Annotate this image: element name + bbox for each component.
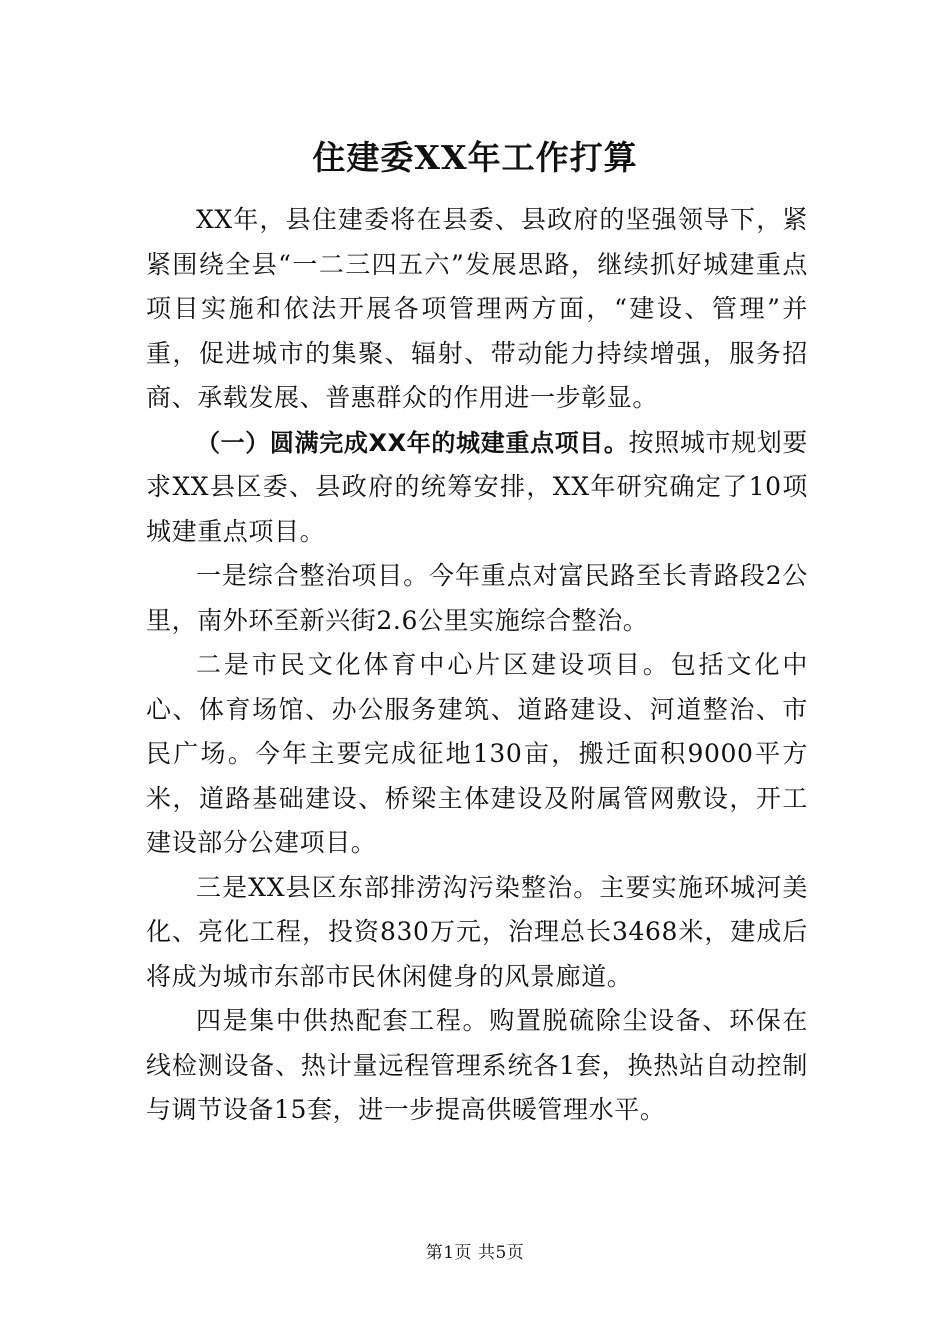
document-title: 住建委XX年工作打算 [312,138,638,177]
paragraph-intro [146,198,808,421]
paragraph-item-3 [146,866,808,1000]
paragraph-text: 二是市民文化体育中心片区建设项目。包括文化中心、体育场馆、办公服务建筑、道路建设、河道整治、市民广场。今年主要完成征地130亩，搬迁面积9000平方米，道路基础建设、桥梁主体建设及附属管网敷设，开工建设部分公建项目。 [146,650,808,857]
paragraph-text: 四是集中供热配套工程。购置脱硫除尘设备、环保在线检测设备、热计量远程管理系统各1套，换热站自动控制与调节设备15套，进一步提高供暖管理水平。 [146,1006,808,1124]
paragraph-section-1 [146,421,808,555]
document-body [146,198,808,1133]
paragraph-item-4 [146,999,808,1133]
paragraph-text: 三是XX县区东部排涝沟污染整治。主要实施环城河美化、亮化工程，投资830万元，治理总长3468米，建成后将成为城市东部市民休闲健身的风景廊道。 [146,872,808,991]
section-heading: （一）圆满完成XX年的城建重点项目。 [196,428,629,457]
page-number-footer: 第1页 共5页 [425,1243,525,1263]
paragraph-item-2 [146,643,808,866]
paragraph-text: XX年，县住建委将在县委、县政府的坚强领导下，紧紧围绕全县“一二三四五六”发展思路，继续抓好城建重点项目实施和依法开展各项管理两方面，“建设、管理”并重，促进城市的集聚、辐射、带动能力持续增强，服务招商、承载发展、普惠群众的作用进一步彰显。 [146,205,808,412]
paragraph-item-1 [146,554,808,643]
paragraph-text: 按照城市规划要求XX县区委、县政府的统筹安排，XX年研究确定了10项城建重点项目。 [146,427,809,546]
paragraph-text: 一是综合整治项目。今年重点对富民路至长青路段2公里，南外环至新兴街2.6公里实施综合整治。 [146,561,808,635]
